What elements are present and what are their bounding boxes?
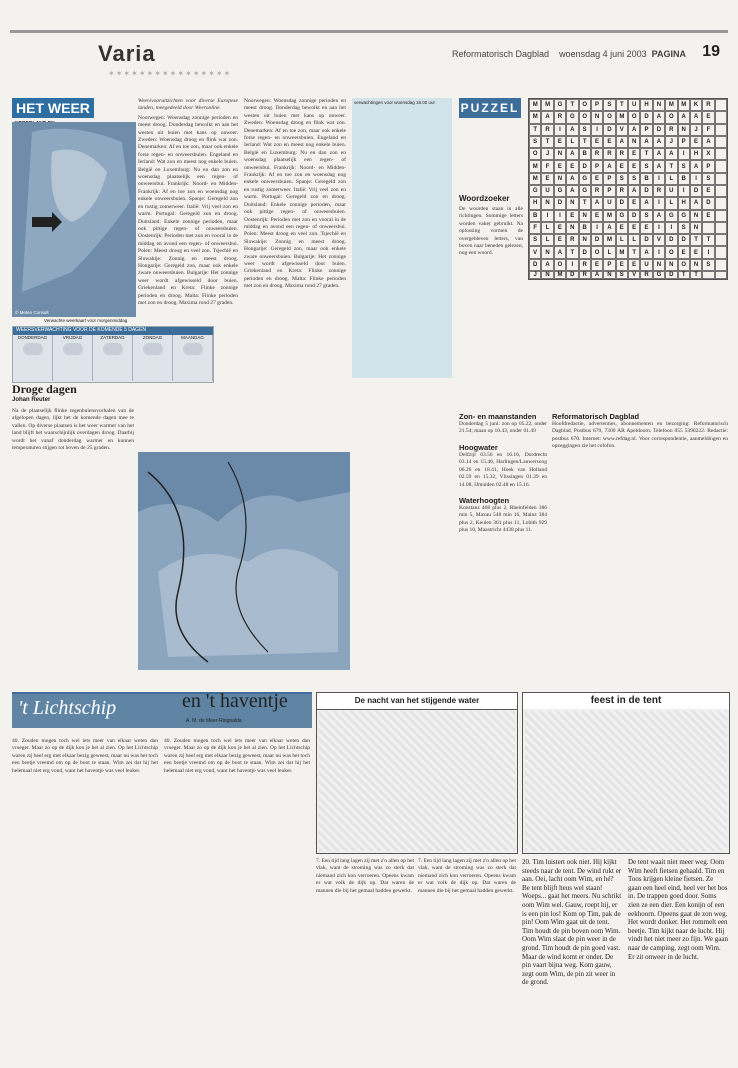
grid-cell: D [640,111,652,123]
weather-headline: Droge dagen [12,382,77,396]
grid-cell: A [566,148,578,160]
grid-cell: E [702,185,714,197]
grid-cell: V [616,124,628,136]
grid-cell: E [566,210,578,222]
page-header [10,30,728,78]
grid-cell: G [616,210,628,222]
grid-cell: E [591,136,603,148]
grid-cell: L [566,136,578,148]
puzzle-headline: Woordzoeker [459,194,510,203]
grid-cell: I [653,222,665,234]
grid-cell [702,222,714,234]
grid-cell: X [702,148,714,160]
serial-column-1: 40. Zouden mogen toch wel iets meer van elkaar weten dan vroeger. Maar zo op de dijk kon je het al zien. Op het Lichtschip waren zij heel erg met elkaar bezig geweest, maar nu was het toch een beetje vreemd om op de boot te staan. Wim zei dat hij het helemaal niet erg vond, want het haventje was veel leuker. [12,738,158,774]
grid-cell: E [616,222,628,234]
grid-cell: I [702,246,714,258]
grid-cell: S [628,173,640,185]
grid-cell: J [541,148,553,160]
weather-map-netherlands [12,122,136,317]
grid-cell: I [591,222,603,234]
grid-cell [715,271,727,279]
grid-cell: E [702,111,714,123]
grid-cell: R [541,124,553,136]
grid-cell: R [566,234,578,246]
grid-cell: E [702,210,714,222]
grid-cell: T [690,271,702,279]
grid-cell: E [628,160,640,172]
grid-cell [715,124,727,136]
grid-cell: A [603,160,615,172]
forecast-day: DONDERDAG [13,335,53,381]
grid-cell: A [566,185,578,197]
grid-cell: R [616,185,628,197]
grid-cell: E [690,246,702,258]
grid-cell: O [628,111,640,123]
grid-cell: I [554,124,566,136]
grid-cell: B [579,148,591,160]
grid-cell [715,246,727,258]
comic-text-2: 7. Een tijd lang lagen zij met z'n allen op het vlak, want de stroming was zo sterk dat niemand zich kon verroeren. Opeens kwam er wat volk de dijk op. Dat waren de mannen die bij het gemaal hadden gewerkt. [418,858,516,894]
comic-title: De nacht van het stijgende water [317,693,517,710]
grid-cell: D [529,259,541,271]
grid-cell: H [690,148,702,160]
forecast-day: VRIJDAG [53,335,93,381]
grid-cell: E [616,259,628,271]
weather-map-graphic [12,122,136,317]
grid-cell: S [702,173,714,185]
grid-cell: E [554,160,566,172]
page-number: 19 [702,43,720,60]
grid-cell: S [702,259,714,271]
grid-cell: H [640,99,652,111]
grid-cell: R [665,124,677,136]
decorative-stars-divider: ✶✶✶✶✶✶✶✶✶✶✶✶✶✶✶✶ [108,69,232,78]
grid-cell: R [579,259,591,271]
grid-cell: L [603,246,615,258]
grid-cell: O [554,259,566,271]
grid-cell: D [628,210,640,222]
serial-title-right: en 't haventje [182,690,288,712]
grid-cell: T [678,271,690,279]
grid-cell: M [529,173,541,185]
grid-cell: N [541,271,553,279]
grid-cell: E [554,234,566,246]
grid-cell [715,234,727,246]
grid-cell: T [579,136,591,148]
grid-cell: E [554,136,566,148]
grid-cell: R [653,185,665,197]
grid-cell: F [529,222,541,234]
grid-cell: D [678,234,690,246]
grid-cell: M [665,99,677,111]
grid-cell: A [616,136,628,148]
grid-cell: A [591,197,603,209]
grid-cell: O [579,99,591,111]
grid-cell: T [702,234,714,246]
grid-cell: N [665,259,677,271]
grid-cell: A [628,124,640,136]
grid-cell: D [653,124,665,136]
grid-cell: S [579,124,591,136]
grid-cell: M [529,99,541,111]
grid-cell: D [616,197,628,209]
grid-cell: U [640,259,652,271]
grid-cell: H [529,197,541,209]
weather-table-title: verwachtingen voor woensdag 18.00 uur [354,100,436,105]
grid-cell [715,173,727,185]
grid-cell [715,160,727,172]
grid-cell: A [566,173,578,185]
grid-cell: I [665,222,677,234]
grid-cell: O [678,259,690,271]
grid-cell: V [628,271,640,279]
grid-cell [715,197,727,209]
grid-cell: E [554,222,566,234]
grid-cell: A [690,197,702,209]
grid-cell: B [640,173,652,185]
grid-cell: S [616,271,628,279]
grid-cell: D [566,271,578,279]
weather-article: Na de plaatselijk flinke regenbuiensvorhalen van de afgelopen dagen, lijkt het de komende dagen mee te vallen. Op diverse plaatsen is het weer warmer van het land blijft het waarschijnlijk overdagen droog. Daarbij wordt het vanaf donderdag warmer en kunnen temperaturen stijgen tot boven de 25 graden. [12,408,134,452]
grid-cell: P [640,124,652,136]
grid-cell: R [591,148,603,160]
grid-cell [715,185,727,197]
grid-cell: A [678,111,690,123]
grid-cell: A [640,136,652,148]
grid-cell: U [541,185,553,197]
grid-cell: M [554,271,566,279]
grid-cell: S [640,160,652,172]
grid-cell: M [603,234,615,246]
grid-cell: A [690,160,702,172]
grid-cell: P [603,173,615,185]
weather-logo: HET WEER [12,98,134,120]
grid-cell: T [529,124,541,136]
grid-cell: E [678,246,690,258]
grid-cell: H [678,197,690,209]
grid-cell: M [603,210,615,222]
issue-date: woensdag 4 juni 2003 [559,49,647,59]
vakantie-column-1: Weersvooruitzichten voor diverse Europese landen, meegedeeld door Weeronline. Noorwegen: Woensdag zonnige perioden en meest droog. Donderdag bewolkt en aan het westen uit buien met kans op onweer. Zweden: Woensdag droog en flink wat zon. Denemarken: Af en toe zon, maar ook enkele forse regen- en onweersbuien. Engeland en Ierland: Wat zon en meest nog enkele buien. België en Luxemburg: Nu en dan zon en woensdag plaatselijk een regen- of onweersbui. Frankrijk: Noord- en Midden-Frankrijk: Af en toe zon en woensdag nog enkele onweersbuien. Spanje: Geregeld zon en rustig zomerweer. Italië: Vrij veel zon en warm. Portugal: Geregeld zon en droog. Duitsland: Enkele zonnige perioden, maar ook pittige regen- of onweersbuien. Oostenrijk: Perioden met zon en vooral in de middag en avond een regen- of onweersbui. Polen: Meest droog en veel zon. Tsjechië en Slowakije: Zonnig en meest droog. Hongarije: Geregeld zon, maar ook enkele zware onweersbuien. Bulgarije: Het zonnige weer wordt afgewisseld door buien. Griekenland en Kreta: Flinke zonnige perioden en droog. Malta: Flinke perioden met zon en droog. Maxima rond 27 graden. [138,98,238,306]
grid-cell: E [628,259,640,271]
grid-cell: S [678,222,690,234]
grid-cell: A [554,246,566,258]
grid-cell: N [690,210,702,222]
grid-cell: E [628,148,640,160]
forecast-day: MAANDAG [173,335,213,381]
grid-cell: P [591,160,603,172]
grid-cell: J [529,271,541,279]
grid-cell: N [678,124,690,136]
grid-cell: F [702,124,714,136]
grid-cell: T [690,234,702,246]
grid-cell: E [603,136,615,148]
comic-illustration [319,711,515,851]
grid-cell: D [665,271,677,279]
grid-cell: A [653,136,665,148]
grid-cell: P [678,136,690,148]
grid-cell: P [603,259,615,271]
cloud-sun-icon [63,343,83,355]
grid-cell: I [653,197,665,209]
grid-cell: R [591,185,603,197]
grid-cell: E [541,173,553,185]
grid-cell: D [690,185,702,197]
grid-cell: B [678,173,690,185]
grid-cell: L [665,173,677,185]
grid-cell: G [579,173,591,185]
grid-cell: N [554,173,566,185]
grid-cell: I [678,185,690,197]
grid-cell: T [665,160,677,172]
section-title: Varia [98,41,156,66]
grid-cell: B [529,210,541,222]
grid-cell: A [653,111,665,123]
grid-cell: I [653,173,665,185]
grid-cell: U [665,185,677,197]
grid-cell: I [678,148,690,160]
feest-illustration [525,711,727,851]
grid-cell: D [640,234,652,246]
grid-cell: O [579,111,591,123]
grid-cell: A [566,124,578,136]
grid-cell: G [554,99,566,111]
grid-cell: T [541,136,553,148]
puzzle-logo: PUZZEL [459,98,521,118]
grid-cell: I [554,210,566,222]
grid-cell: E [566,160,578,172]
grid-cell: M [678,99,690,111]
grid-cell: D [554,197,566,209]
grid-cell [715,99,727,111]
grid-cell: D [579,160,591,172]
grid-cell: G [665,210,677,222]
grid-cell: G [579,185,591,197]
grid-cell: N [554,148,566,160]
grid-cell: N [541,246,553,258]
grid-cell: N [653,259,665,271]
comic-text-1: 7. Een tijd lang lagen zij met z'n allen op het vlak, want de stroming was zo sterk dat niemand zich kon verroeren. Opeens kwam er wat volk de dijk op. Dat waren de mannen die bij het gemaal hadden gewerkt. [316,858,414,894]
grid-cell: K [690,99,702,111]
grid-cell: A [628,185,640,197]
serial-column-2: 40. Zouden mogen toch wel iets meer van elkaar weten dan vroeger. Maar zo op de dijk kon je het al zien. Op het Lichtschip waren zij heel erg met elkaar bezig geweest, maar nu was het toch een beetje vreemd om op de boot te staan. Wim zei dat hij het helemaal niet erg vond, want het haventje was veel leuker. [164,738,310,774]
grid-cell: S [616,173,628,185]
grid-cell: D [591,234,603,246]
page-label: PAGINA [651,49,686,59]
grid-cell: R [554,111,566,123]
grid-cell: T [640,148,652,160]
grid-cell: N [653,99,665,111]
word-search-grid [528,98,728,280]
grid-cell: I [653,246,665,258]
grid-cell: S [529,136,541,148]
grid-cell: A [541,111,553,123]
weather-author: Johan Reuter [12,397,51,403]
grid-cell: A [653,210,665,222]
grid-cell: O [603,111,615,123]
grid-cell: R [702,99,714,111]
europe-map-graphic [138,452,350,670]
grid-cell: F [541,160,553,172]
grid-cell: O [665,111,677,123]
grid-cell: R [616,148,628,160]
grid-cell: N [541,197,553,209]
forecast-title: WEERSVERWACHTING VOOR DE KOMENDE 5 DAGEN [13,327,213,335]
grid-cell: M [529,111,541,123]
grid-cell: I [566,259,578,271]
grid-cell: T [616,99,628,111]
tides-box: Zon- en maanstanden Donderdag 5 juni: zon op 05.22, onder 21.54; maan op 10.43, onder 01.49 Hoogwater Delfzijl 03.56 en 16.16, Dordrecht 03.14 en 15.46, Harlingen/Lauwersoog 06.26 en 18.41, Hoek van Holland 02.59 en 15.32, Vlissingen 01.39 en 14.08, IJmuiden 02.48 en 15.16. Waterhoogten Konstanz 468 plus 2, Rheinfelden 386 min 5, Maxau 548 min 16, Mainz 384 plus 2, Keulen 361 plus 11, Lobith 929 plus 10, Maastricht 4438 plus 11. [459,412,547,534]
grid-cell [715,136,727,148]
grid-cell: I [690,173,702,185]
cloud-sun-icon [103,343,123,355]
grid-cell: T [579,197,591,209]
serial-title-banner: 't Lichtschip [12,692,312,728]
grid-cell: A [653,148,665,160]
feest-strip [522,692,730,854]
feest-text-1: 20. Tim luistert ook niet. Hij kijkt steeds naar de tent. De wind rukt er aan. Oei, lacht oom Wim, en hé? Be tent blijft heus wel staan! Woeps... gaat het meers. Nu schrikt oom Wim wel. Gauw, roept hij, er is een pin los! Kom op Tim, pak de pin! Oom Wim gaat uit de tent. Tim houdt de pin boven oom Wim. Oom Wim slaat de pin weer in de grond. Tim houdt de pin goed vast. Maar de wind komt er onder. De pin vaart bijna weg. Kom gauw, zegt oom Wim, de pin zit weer in de grond. [522,858,622,987]
grid-cell [715,148,727,160]
grid-cell: N [591,111,603,123]
grid-cell: A [591,271,603,279]
grid-cell: D [702,197,714,209]
grid-cell: O [665,246,677,258]
grid-cell: G [653,271,665,279]
feest-title: feest in de tent [523,693,729,709]
grid-cell: N [566,197,578,209]
grid-cell: A [603,222,615,234]
grid-cell: A [702,136,714,148]
grid-cell: T [566,99,578,111]
grid-cell: A [653,160,665,172]
grid-cell: T [566,246,578,258]
grid-cell: E [628,197,640,209]
grid-cell: G [554,185,566,197]
grid-cell: P [702,160,714,172]
grid-cell: N [579,234,591,246]
grid-cell: E [640,222,652,234]
europe-weather-map [138,452,350,670]
grid-cell: P [591,99,603,111]
puzzle-instructions: De woorden staan in alle richtingen. Sommige letters worden vaker gebruikt. Na oplossing vormen de overgebleven letters, van boven naar beneden gelezen, nog een woord. [459,206,523,257]
grid-cell [702,271,714,279]
grid-cell: L [541,222,553,234]
header-meta [452,49,686,59]
grid-cell: M [529,160,541,172]
forecast-day: ZONDAG [133,335,173,381]
comic-strip [316,692,518,854]
grid-cell: S [529,234,541,246]
grid-cell: N [603,271,615,279]
grid-cell: T [628,246,640,258]
grid-cell: E [591,173,603,185]
grid-cell: G [678,210,690,222]
grid-cell: A [640,246,652,258]
serial-author: A. M. de Meer-Ringnalda [186,718,242,724]
grid-cell: J [690,124,702,136]
cloud-sun-icon [23,343,43,355]
grid-cell: S [678,160,690,172]
grid-cell: M [541,99,553,111]
grid-cell: B [579,222,591,234]
grid-cell: D [603,124,615,136]
grid-cell: N [690,222,702,234]
grid-cell: G [529,185,541,197]
grid-cell: D [665,234,677,246]
grid-cell: E [591,259,603,271]
grid-cell: S [640,210,652,222]
colophon-box: Reformatorisch Dagblad Hoofdredactie, advertenties, abonnementen en bezorging: Reformatorisch Dagblad, Postbus 670, 7300 AR Apeldoorn. Telefoon 055 5390222. Redactie: postbus 670. Internet: www.refdag.nl. Voor correspondentie, aanmeldingen en opzeggingen zie het colofon. [552,412,728,450]
grid-cell: U [603,197,615,209]
grid-cell: L [665,197,677,209]
grid-cell: L [616,234,628,246]
grid-cell: I [541,210,553,222]
grid-cell: A [541,259,553,271]
grid-cell: G [566,111,578,123]
grid-cell: A [690,111,702,123]
grid-cell: M [616,246,628,258]
paper-name: Reformatorisch Dagblad [452,49,550,59]
forecast-day: ZATERDAG [93,335,133,381]
grid-cell: J [665,136,677,148]
grid-cell: O [591,246,603,258]
grid-cell: D [640,185,652,197]
grid-cell: E [628,222,640,234]
grid-cell: N [579,210,591,222]
feest-text-2: De tent waait niet meer weg. Oom Wim heeft fietsen gehaald. Tim en Toos krijgen kleine fietsen. Ze gaan een heel eind, heel ver het bos in. De trappen goed door. Soms zien ze een dier. Een konijn of een eekhoorn. Opeens gaat de zon weg. Het wordt donker. Het rommelt een beetje. Tim kijkt naar de lucht. Hij vindt het niet meer zo fijn. We gaan naar de camping, zegt oom Wim. Er zit onweer in de lucht. [628,858,728,961]
grid-cell: V [653,234,665,246]
grid-cell [715,210,727,222]
grid-cell: A [640,197,652,209]
grid-cell [715,222,727,234]
weather-table [352,98,452,378]
grid-cell: S [603,99,615,111]
grid-cell: R [579,271,591,279]
map-credit: © Meteo Consult [15,310,49,315]
map-caption: Verwachte weerkaart voor morgenmiddag [44,318,128,323]
grid-cell: V [529,246,541,258]
grid-cell: M [616,111,628,123]
grid-cell: U [628,99,640,111]
grid-cell: D [579,246,591,258]
grid-cell [715,111,727,123]
grid-cell: N [566,222,578,234]
grid-cell: A [665,148,677,160]
grid-cell: L [541,234,553,246]
grid-cell: E [591,210,603,222]
vakantie-column-2: Noorwegen: Woensdag zonnige perioden en meest droog. Donderdag bewolkt en aan het westen uit buien met kans op onweer. Zweden: Woensdag droog en flink wat zon. Denemarken: Af en toe zon, maar ook enkele forse regen- en onweersbuien. Engeland en Ierland: Wat zon en meest nog enkele buien. België en Luxemburg: Nu en dan zon en woensdag plaatselijk een regen- of onweersbui. Frankrijk: Noord- en Midden-Frankrijk: Af en toe zon en woensdag nog enkele onweersbuien. Spanje: Geregeld zon en rustig zomerweer. Italië: Vrij veel zon en warm. Portugal: Geregeld zon en droog. Duitsland: Enkele zonnige perioden, maar ook pittige regen- of onweersbuien. Oostenrijk: Perioden met zon en vooral in de middag en avond een regen- of onweersbui. Polen: Meest droog en veel zon. Tsjechië en Slowakije: Zonnig en meest droog. Hongarije: Geregeld zon, maar ook enkele zware onweersbuien. Bulgarije: Het zonnige weer wordt afgewisseld door buien. Griekenland en Kreta: Flinke zonnige perioden en droog. Malta: Flinke perioden met zon en droog. Maxima rond 27 graden. [244,98,346,290]
grid-cell: R [640,271,652,279]
grid-cell: R [603,148,615,160]
grid-cell: L [628,234,640,246]
grid-cell: N [628,136,640,148]
grid-cell: E [616,160,628,172]
grid-cell: N [690,259,702,271]
grid-cell: E [690,136,702,148]
grid-cell [715,259,727,271]
grid-cell: I [591,124,603,136]
grid-cell: P [603,185,615,197]
grid-cell: O [529,148,541,160]
